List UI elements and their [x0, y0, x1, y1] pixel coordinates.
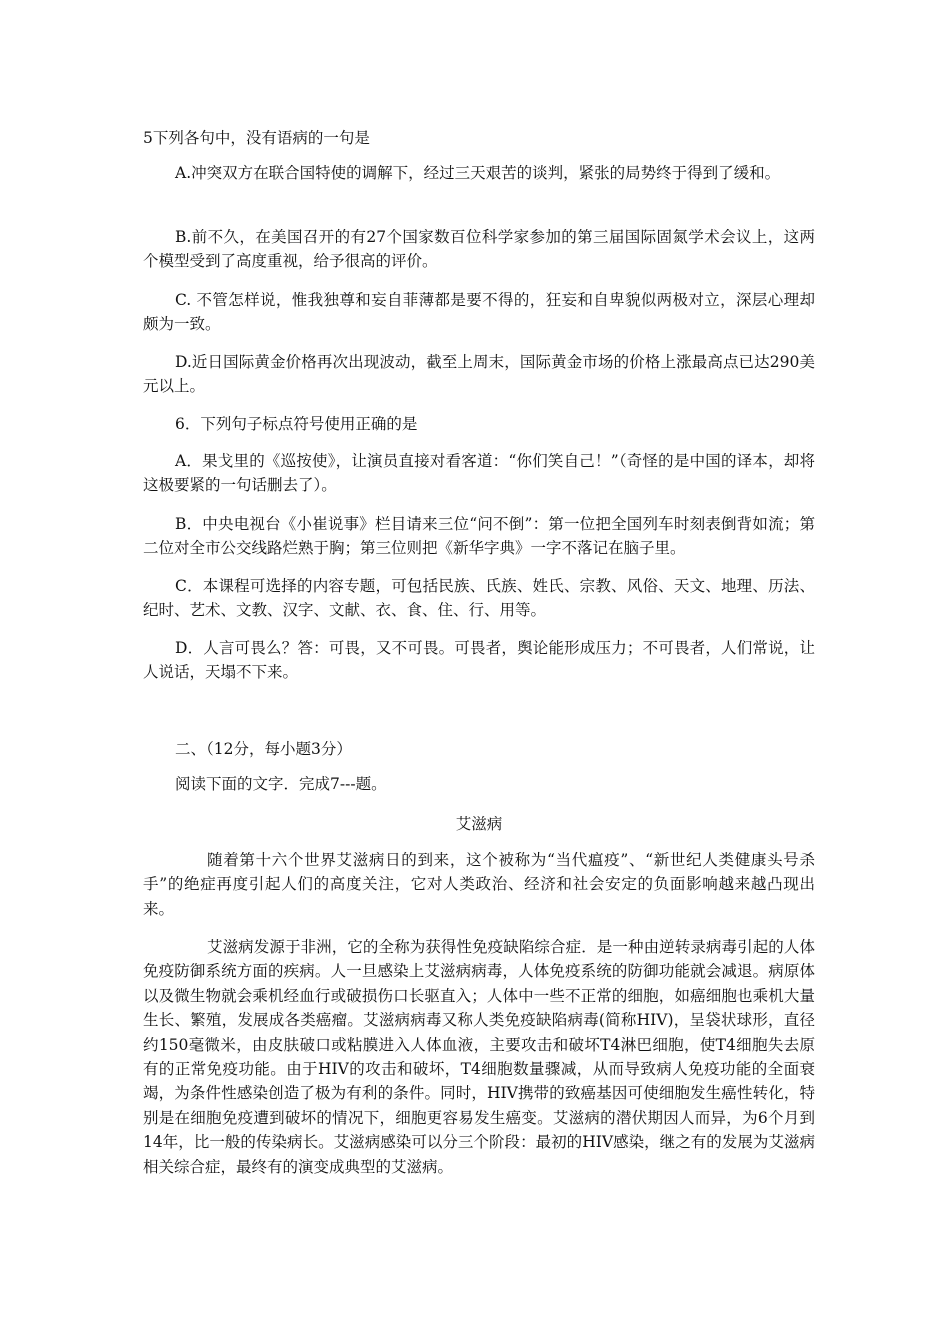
section-2-heading: 二、（12分，每小题3分） — [175, 740, 352, 758]
question-6-stem: 6．下列句子标点符号使用正确的是 — [175, 415, 418, 433]
question-6-option-a: A．果戈里的《巡按使》，让演员直接对看客道：“你们笑自己！”（奇怪的是中国的译本，却将这极要紧的一句话删去了）。 — [143, 452, 815, 494]
question-6-option-d: D．人言可畏么？答：可畏，又不可畏。可畏者，舆论能形成压力；不可畏者，人们常说，让人说话，天塌不下来。 — [143, 639, 815, 681]
article-paragraph: 随着第十六个世界艾滋病日的到来，这个被称为“当代瘟疫”、“新世纪人类健康头号杀手”的绝症再度引起人们的高度关注，它对人类政治、经济和社会安定的负面影响越来越凸现出来。 — [143, 851, 815, 918]
article-paragraph: 艾滋病发源于非洲，它的全称为获得性免疫缺陷综合症．是一种由逆转录病毒引起的人体免疫防御系统方面的疾病。人一旦感染上艾滋病病毒，人体免疫系统的防御功能就会减退。病原体以及微生物就会乘机经血行或破损伤口长驱直入；人体中一些不正常的细胞，如癌细胞也乘机大量生长、繁殖，发展成各类癌瘤。艾滋病病毒又称人类免疫缺陷病毒(简称HIV)，呈袋状球形，直径约150毫微米，由皮肤破口或粘膜进入人体血液，主要攻击和破坏T4淋巴细胞，使T4细胞失去原有的正常免疫功能。由于HIV的攻击和破坏，T4细胞数量骤减，从而导致病人免疫功能的全面衰竭，为条件性感染创造了极为有利的条件。同时，HIV携带的致癌基因可使细胞发生癌性转化，特别是在细胞免疫遭到破坏的情况下，细胞更容易发生癌变。艾滋病的潜伏期因人而异，为6个月到14年，比一般的传染病长。艾滋病感染可以分三个阶段：最初的HIV感染，继之有的发展为艾滋病相关综合症，最终有的演变成典型的艾滋病。 — [143, 938, 815, 1176]
question-5-option-d: D.近日国际黄金价格再次出现波动，截至上周末，国际黄金市场的价格上涨最高点已达290美元以上。 — [143, 353, 815, 395]
article-title: 艾滋病 — [455, 815, 503, 833]
question-6-option-c: C．本课程可选择的内容专题，可包括民族、氏族、姓氏、宗教、风俗、天文、地理、历法、纪时、艺术、文教、汉字、文献、衣、食、住、行、用等。 — [143, 577, 815, 619]
reading-instruction: 阅读下面的文字．完成7---题。 — [175, 775, 387, 793]
question-5-stem: 5下列各句中，没有语病的一句是 — [143, 129, 370, 147]
question-5-option-b: B.前不久，在美国召开的有27个国家数百位科学家参加的第三届国际固氮学术会议上，这两个模型受到了高度重视，给予很高的评价。 — [143, 228, 815, 270]
question-5-option-a: A.冲突双方在联合国特使的调解下，经过三天艰苦的谈判，紧张的局势终于得到了缓和。 — [175, 164, 781, 182]
question-5-option-c: C. 不管怎样说，惟我独尊和妄自菲薄都是要不得的，狂妄和自卑貌似两极对立，深层心理却颇为一致。 — [143, 291, 815, 333]
question-6-option-b: B．中央电视台《小崔说事》栏目请来三位“问不倒”：第一位把全国列车时刻表倒背如流；第二位对全市公交线路烂熟于胸；第三位则把《新华字典》一字不落记在脑子里。 — [143, 515, 815, 557]
